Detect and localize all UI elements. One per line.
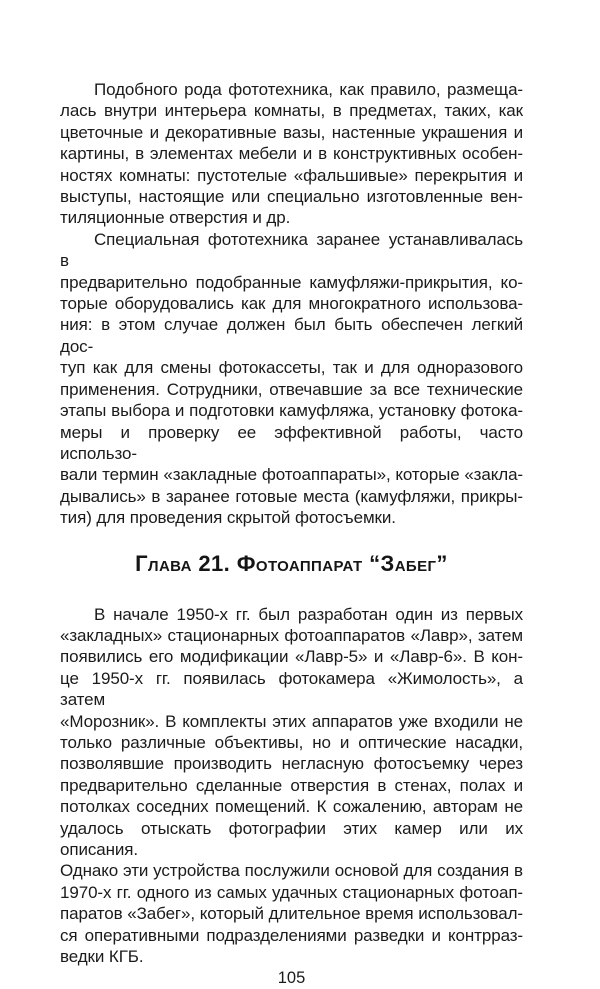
text-line: лась внутри интерьера комнаты, в предметах, таких, как	[60, 101, 523, 121]
text-line: применения. Сотрудники, отвечавшие за все технические	[60, 379, 523, 399]
text-line: В начале 1950-х гг. был разработан один из первых	[94, 604, 523, 624]
text-line: тиляционные отверстия и др.	[60, 208, 291, 228]
text-line: позволявшие производить негласную фотосъемку через	[60, 754, 523, 774]
text-line: «Морозник». В комплекты этих аппаратов уже входили не	[60, 711, 523, 731]
paragraph	[60, 229, 523, 529]
text-line: ведки КГБ.	[60, 947, 144, 967]
text-line: картины, в элементах мебели и в конструктивных особен-	[60, 144, 523, 164]
text-line: меры и проверку ее эффективной работы, часто использо-	[60, 422, 523, 463]
text-line: ностях комнаты: пустотелые «фальшивые» перекрытия и	[60, 165, 523, 185]
text-line: «закладных» стационарных фотоаппаратов «Лавр», затем	[60, 625, 523, 645]
text-line: вали термин «закладные фотоаппараты», которые «закла-	[60, 465, 523, 485]
text-line: удалось отыскать фотографии этих камер или их описания.	[60, 818, 523, 859]
text-line: потолках соседних помещений. К сожалению, авторам не	[60, 797, 523, 817]
text-line: 1970-х гг. одного из самых удачных стационарных фотоап-	[60, 882, 523, 902]
text-line: выступы, настоящие или специально изготовленные вен-	[60, 187, 523, 207]
page-number: 105	[277, 969, 306, 988]
paragraph	[60, 79, 523, 229]
text-line: паратов «Забег», который длительное время использовал-	[60, 904, 523, 924]
text-line: появились его модификации «Лавр-5» и «Лавр-6». В кон-	[60, 647, 523, 667]
text-line: тия) для проведения скрытой фотосъемки.	[60, 508, 396, 528]
text-line: предварительно сделанные отверстия в стенах, полах и	[60, 775, 523, 795]
paragraph	[60, 604, 523, 968]
text-line: только различные объективы, но и оптические насадки,	[60, 732, 523, 752]
text-line: туп как для смены фотокассеты, так и для одноразового	[60, 358, 523, 378]
text-line: ния: в этом случае должен был быть обеспечен легкий дос-	[60, 315, 523, 356]
text-block	[60, 79, 523, 989]
text-line: Специальная фототехника заранее устанавливалась в	[60, 229, 523, 271]
text-line: Однако эти устройства послужили основой для создания в	[60, 861, 523, 881]
text-line: дывались» в заранее готовые места (камуфляжи, прикры-	[60, 486, 523, 506]
text-line: торые оборудовались как для многократного использова-	[60, 294, 523, 314]
text-line: предварительно подобранные камуфляжи-прикрытия, ко-	[60, 272, 523, 292]
text-line: Подобного рода фототехника, как правило, размеща-	[94, 80, 523, 99]
text-line: цветочные и декоративные вазы, настенные украшения и	[60, 122, 523, 142]
text-line: це 1950-х гг. появилась фотокамера «Жимолость», а затем	[60, 668, 523, 710]
text-line: этапы выбора и подготовки камуфляжа, установку фотока-	[60, 401, 523, 421]
text-line: ся оперативными подразделениями разведки и контрраз-	[60, 925, 523, 945]
chapter-heading: Глава 21. Фотоаппарат “Забег”	[135, 550, 448, 576]
